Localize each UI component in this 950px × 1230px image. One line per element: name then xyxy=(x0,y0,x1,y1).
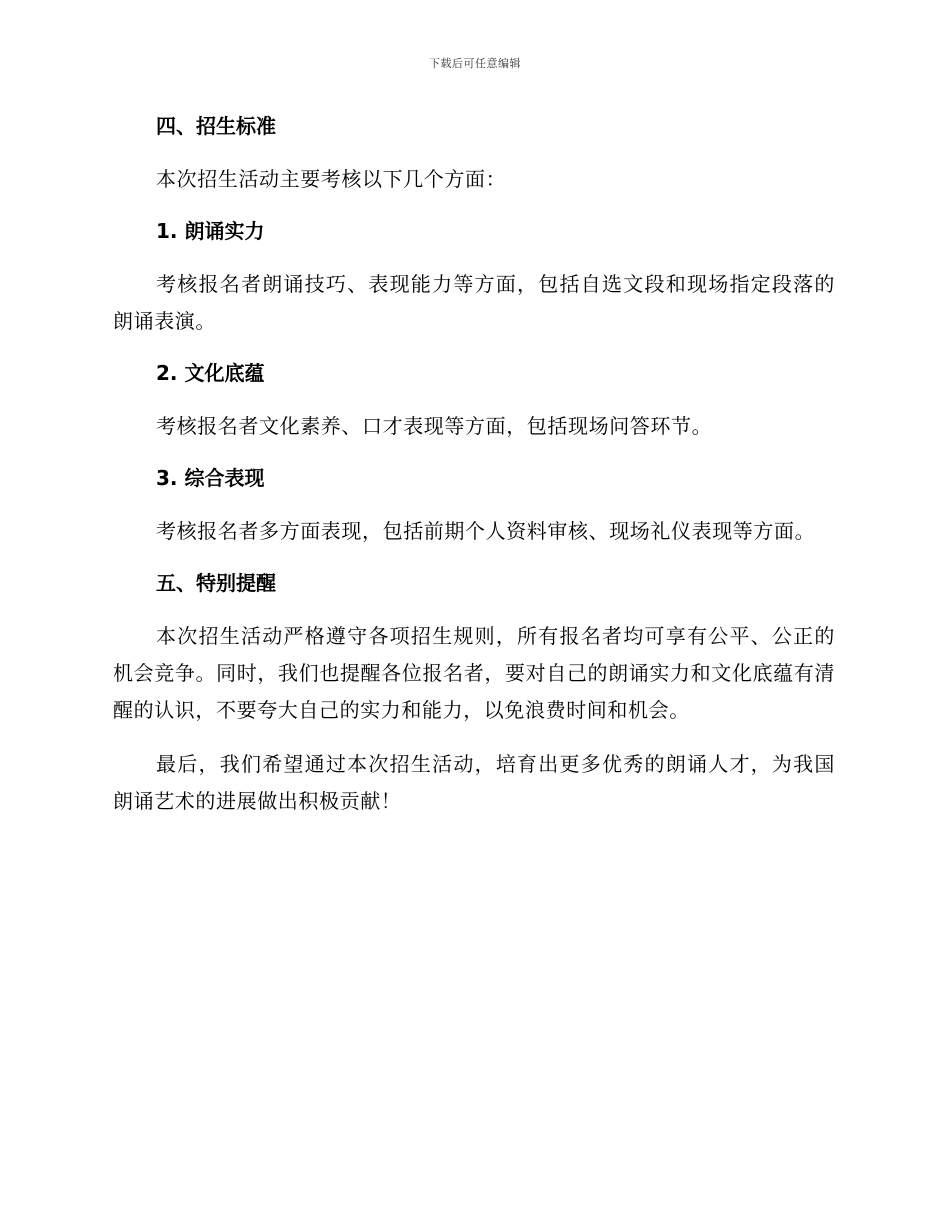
item-heading-overall: 3. 综合表现 xyxy=(156,466,265,490)
item-paragraph-recitation: 考核报名者朗诵技巧、表现能力等方面，包括自选文段和现场指定段落的朗诵表演。 xyxy=(113,272,835,333)
section-heading-standards: 四、招生标准 xyxy=(156,114,276,138)
document-body xyxy=(113,110,835,820)
item-heading-culture: 2. 文化底蕴 xyxy=(156,361,265,385)
section-heading-reminder: 五、特别提醒 xyxy=(156,571,276,595)
page-header-note: 下载后可任意编辑 xyxy=(429,57,521,70)
item-paragraph-overall: 考核报名者多方面表现，包括前期个人资料审核、现场礼仪表现等方面。 xyxy=(156,519,816,543)
section-intro-paragraph: 本次招生活动主要考核以下几个方面： xyxy=(156,167,507,191)
item-paragraph-culture: 考核报名者文化素养、口才表现等方面，包括现场问答环节。 xyxy=(156,414,713,438)
reminder-paragraph-1: 本次招生活动严格遵守各项招生规则，所有报名者均可享有公平、公正的机会竞争。同时，我们也提醒各位报名者，要对自己的朗诵实力和文化底蕴有清醒的认识，不要夸大自己的实力和能力，以免浪费时间和机会。 xyxy=(113,624,835,722)
item-heading-recitation: 1. 朗诵实力 xyxy=(156,219,265,243)
reminder-paragraph-2: 最后，我们希望通过本次招生活动，培育出更多优秀的朗诵人才，为我国朗诵艺术的进展做出积极贡献！ xyxy=(113,752,835,813)
